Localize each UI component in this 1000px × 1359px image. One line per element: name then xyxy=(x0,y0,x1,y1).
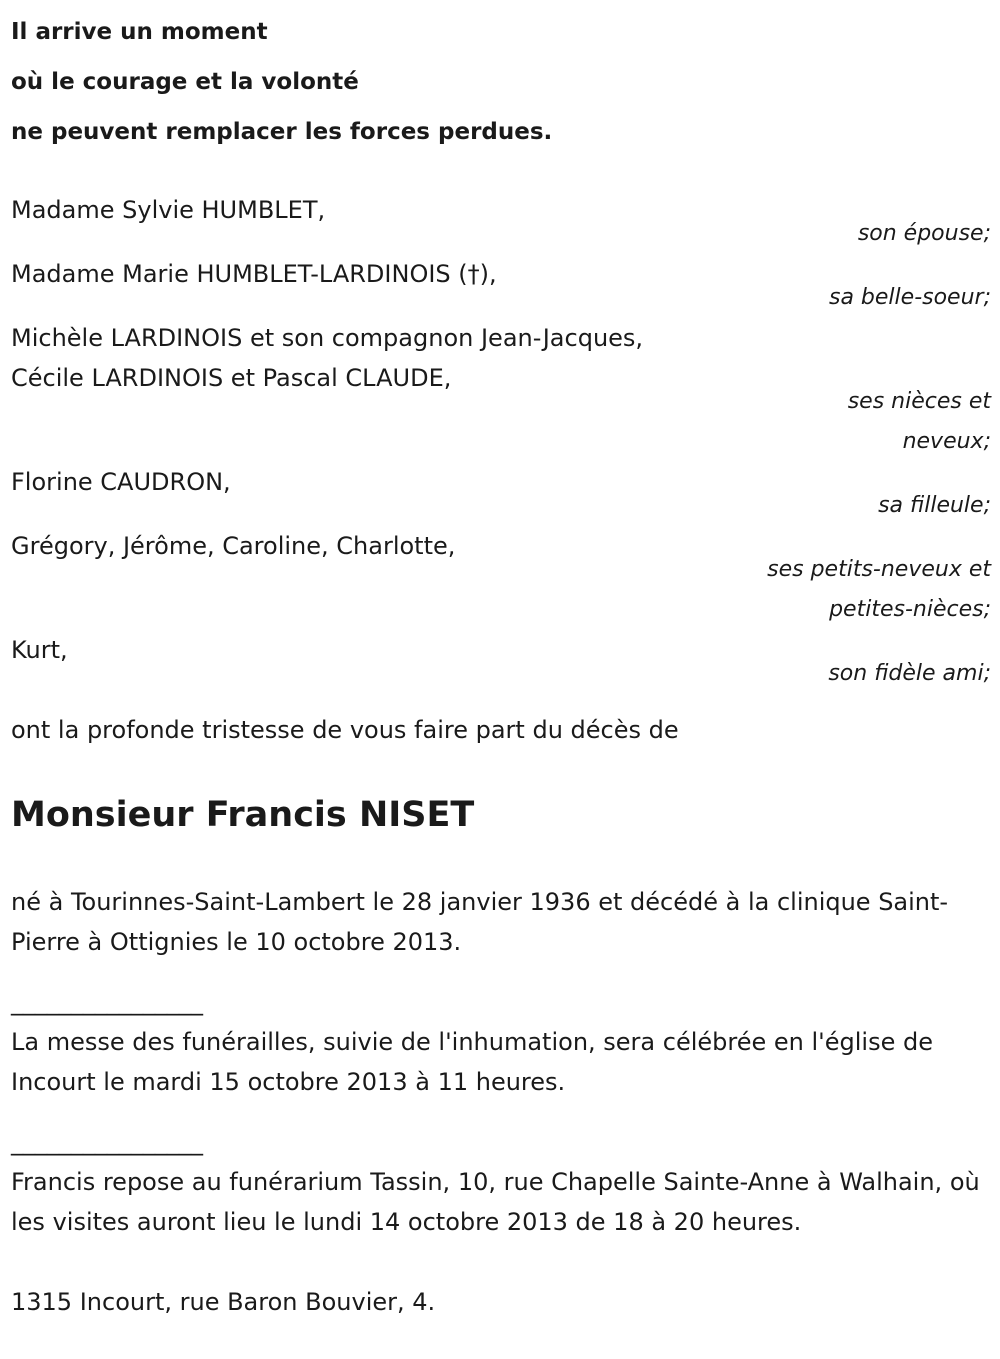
funeral-text: La messe des funérailles, suivie de l'inhumation, sera célébrée en l'église de Incourt le mardi 15 octobre 2013 à 11 heures. xyxy=(11,1028,933,1096)
family-entry xyxy=(11,254,991,318)
family-names: Kurt, xyxy=(11,636,68,664)
family-entry xyxy=(11,526,991,630)
family-relation: son épouse; xyxy=(857,221,991,246)
family-entry xyxy=(11,462,991,526)
deceased-name: Monsieur Francis NISET xyxy=(11,795,475,835)
family-relation: ses nièces et xyxy=(847,389,991,414)
obituary-notice xyxy=(11,0,991,1322)
birth-death-text: né à Tourinnes-Saint-Lambert le 28 janvier 1936 et décédé à la clinique Saint-Pierre à Ottignies le 10 octobre 2013. xyxy=(11,888,949,956)
epigraph-line: ne peuvent remplacer les forces perdues. xyxy=(11,119,553,145)
separator-line: ________________ xyxy=(11,1128,203,1156)
family-names: Florine CAUDRON, xyxy=(11,468,231,496)
family-entry xyxy=(11,318,991,462)
family-relation: petites-nièces; xyxy=(829,597,991,622)
epigraph xyxy=(11,0,991,157)
family-entry xyxy=(11,630,991,694)
family-names: Madame Marie HUMBLET-LARDINOIS (†), xyxy=(11,260,497,288)
family-relation: ses petits-neveux et xyxy=(767,557,991,582)
family-relation: sa belle-soeur; xyxy=(829,285,991,310)
family-address: 1315 Incourt, rue Baron Bouvier, 4. xyxy=(11,1288,436,1316)
family-names: Cécile LARDINOIS et Pascal CLAUDE, xyxy=(11,364,452,392)
epigraph-line: où le courage et la volonté xyxy=(11,69,359,95)
separator-line: ________________ xyxy=(11,988,203,1016)
family-names: Grégory, Jérôme, Caroline, Charlotte, xyxy=(11,532,456,560)
family-relation: neveux; xyxy=(902,429,991,454)
family-list xyxy=(11,190,991,694)
family-entry xyxy=(11,190,991,254)
family-names: Michèle LARDINOIS et son compagnon Jean-Jacques, xyxy=(11,324,644,352)
announcement-text: ont la profonde tristesse de vous faire part du décès de xyxy=(11,716,679,744)
epigraph-line: Il arrive un moment xyxy=(11,19,268,45)
family-names: Madame Sylvie HUMBLET, xyxy=(11,196,326,224)
family-relation: sa filleule; xyxy=(878,493,991,518)
visitation-text: Francis repose au funérarium Tassin, 10, rue Chapelle Sainte-Anne à Walhain, où les visites auront lieu le lundi 14 octobre 2013 de 18 à 20 heures. xyxy=(11,1168,980,1236)
family-relation: son fidèle ami; xyxy=(828,661,991,686)
